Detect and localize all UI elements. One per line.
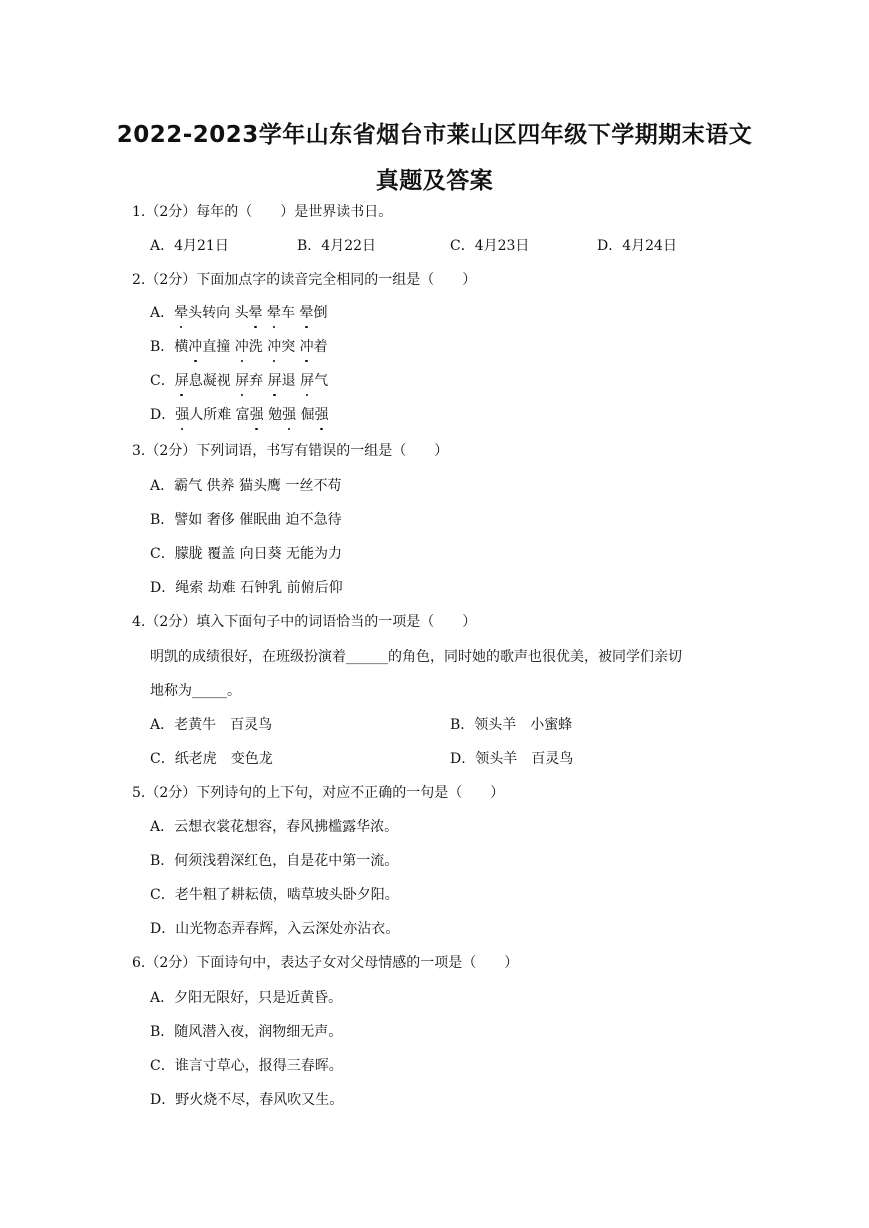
q3-option-d: D．绳索 劫难 石钟乳 前俯后仰 (150, 580, 343, 596)
q3-option-b: B．譬如 奢侈 催眠曲 迫不急待 (150, 512, 342, 528)
q1-option-c: C．4月23日 (450, 238, 530, 254)
question-4-stem: 4.（2分）填入下面句子中的词语恰当的一项是（ ） (132, 614, 477, 630)
q6-option-c: C．谁言寸草心，报得三春晖。 (150, 1058, 343, 1074)
question-6-stem: 6.（2分）下面诗句中，表达子女对父母情感的一项是（ ） (132, 955, 519, 971)
q4-option-c: C．纸老虎 变色龙 (150, 751, 273, 767)
q1-option-b: B．4月22日 (297, 238, 377, 254)
q3-option-a: A．霸气 供养 猫头鹰 一丝不苟 (150, 478, 342, 494)
q6-option-d: D．野火烧不尽，春风吹又生。 (150, 1092, 344, 1108)
q2-option-a: A．晕头转向 头晕 晕车 晕倒 (150, 305, 328, 321)
q2-option-c: C．屏息凝视 屏弃 屏退 屏气 (150, 373, 329, 389)
q4-option-d: D．领头羊 百灵鸟 (450, 751, 574, 767)
q6-option-b: B．随风潜入夜，润物细无声。 (150, 1024, 343, 1040)
q5-option-d: D．山光物态弄春辉，入云深处亦沾衣。 (150, 921, 400, 937)
q4-option-b: B．领头羊 小蜜蜂 (450, 717, 573, 733)
q5-option-a: A．云想衣裳花想容，春风拂槛露华浓。 (150, 819, 399, 835)
q1-option-d: D．4月24日 (597, 238, 677, 254)
q4-passage-line1: 明凯的成绩很好，在班级扮演着______的角色，同时她的歌声也很优美，被同学们亲切 (150, 649, 682, 665)
q4-option-a: A．老黄牛 百灵鸟 (150, 717, 273, 733)
document-title-line2: 真题及答案 (375, 168, 494, 194)
q2-option-b: B．横冲直撞 冲洗 冲突 冲着 (150, 339, 328, 355)
q5-option-b: B．何须浅碧深红色，自是花中第一流。 (150, 853, 399, 869)
q4-passage-line2: 地称为_____。 (150, 683, 241, 699)
q1-option-a: A．4月21日 (150, 238, 229, 254)
q3-option-c: C．朦胧 覆盖 向日葵 无能为力 (150, 546, 343, 562)
question-3-stem: 3.（2分）下列词语，书写有错误的一组是（ ） (132, 443, 449, 459)
q5-option-c: C．老牛粗了耕耘债，啮草坡头卧夕阳。 (150, 887, 399, 903)
q2-option-d: D．强人所难 富强 勉强 倔强 (150, 407, 329, 423)
document-title-line1: 2022-2023学年山东省烟台市莱山区四年级下学期期末语文 (116, 122, 753, 148)
q6-option-a: A．夕阳无限好，只是近黄昏。 (150, 990, 343, 1006)
question-2-stem: 2.（2分）下面加点字的读音完全相同的一组是（ ） (132, 272, 477, 288)
question-1-stem: 1.（2分）每年的（ ）是世界读书日。 (132, 204, 393, 220)
question-5-stem: 5.（2分）下列诗句的上下句，对应不正确的一句是（ ） (132, 785, 505, 801)
